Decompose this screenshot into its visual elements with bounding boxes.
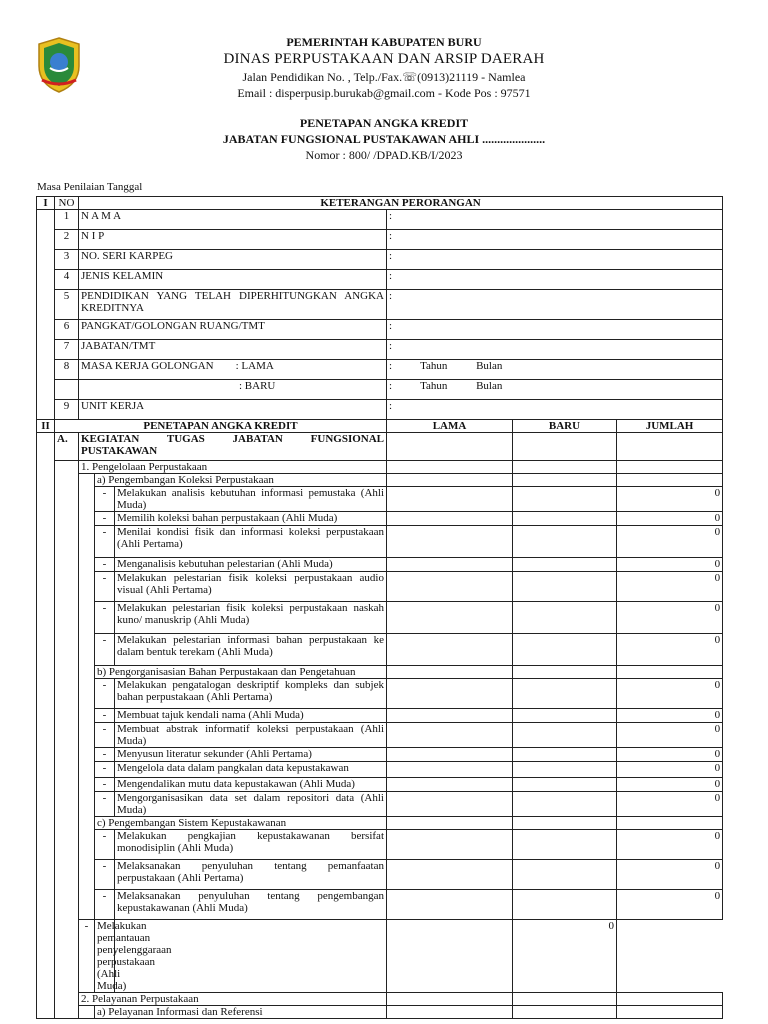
info-row: 2 N I P : <box>37 230 723 250</box>
subgroup-row: c) Pengembangan Sistem Kepustakawanan <box>37 817 723 830</box>
group-row: 2. Pelayanan Perpustakaan <box>37 993 723 1006</box>
group-row: 1. Pengelolaan Perpustakaan <box>37 461 723 474</box>
activity-row: - Melakukan pelestarian informasi bahan perpustakaan ke dalam bentuk terekam (Ahli Muda) 0 <box>37 634 723 666</box>
kegiatan-row: A. KEGIATAN TUGAS JABATAN FUNGSIONAL PUSTAKAWAN <box>37 433 723 461</box>
section-1-header <box>37 197 723 210</box>
activity-row: - Menilai kondisi fisik dan informasi koleksi perpustakaan (Ahli Pertama) 0 <box>37 526 723 558</box>
activity-row: - Melakukan pengatalogan deskriptif kompleks dan subjek bahan perpustakaan (Ahli Pertama) 0 <box>37 679 723 709</box>
activity-row: - Melakukan pelestarian fisik koleksi perpustakaan audio visual (Ahli Pertama) 0 <box>37 572 723 602</box>
activity-row: - Membuat abstrak informatif koleksi perpustakaan (Ahli Muda) 0 <box>37 723 723 748</box>
masa-penilaian-label: Masa Penilaian Tanggal <box>37 181 143 193</box>
section-2-num: II <box>37 420 55 433</box>
activity-row: - Mengorganisasikan data set dalam repositori data (Ahli Muda) 0 <box>37 792 723 817</box>
section-1-num: I <box>37 197 55 210</box>
col-baru: BARU <box>513 420 617 433</box>
activity-row: - Membuat tajuk kendali nama (Ahli Muda) 0 <box>37 709 723 723</box>
agency-email: Email : disperpusip.burukab@gmail.com - Kode Pos : 97571 <box>237 86 531 100</box>
col-jumlah: JUMLAH <box>617 420 723 433</box>
activity-row: - Memilih koleksi bahan perpustakaan (Ahli Muda) 0 <box>37 512 723 526</box>
credit-table <box>36 196 723 1019</box>
info-row: 1 N A M A : <box>37 210 723 230</box>
no-header: NO <box>55 197 79 210</box>
activity-row: - Melakukan pelestarian fisik koleksi perpustakaan naskah kuno/ manuskrip (Ahli Muda) 0 <box>37 602 723 634</box>
section-2-heading: PENETAPAN ANGKA KREDIT <box>55 420 387 433</box>
letterhead <box>0 34 768 101</box>
info-row: 9 UNIT KERJA : <box>37 400 723 420</box>
document-title <box>0 115 768 163</box>
title-line-2: JABATAN FUNGSIONAL PUSTAKAWAN AHLI ..................... <box>222 132 546 146</box>
info-row: 7 JABATAN/TMT : <box>37 340 723 360</box>
activity-row: - Mengendalikan mutu data kepustakawan (Ahli Muda) 0 <box>37 778 723 792</box>
activity-row: - Mengelola data dalam pangkalan data kepustakawan 0 <box>37 762 723 778</box>
activity-row: - Menyusun literatur sekunder (Ahli Pertama) 0 <box>37 748 723 762</box>
agency-name: DINAS PERPUSTAKAAN DAN ARSIP DAERAH <box>223 51 545 67</box>
activity-row: - Menganalisis kebutuhan pelestarian (Ahli Muda) 0 <box>37 558 723 572</box>
subgroup-row: a) Pelayanan Informasi dan Referensi <box>37 1006 723 1019</box>
activity-row: - Melaksanakan penyuluhan tentang pemanfaatan perpustakaan (Ahli Pertama) 0 <box>37 860 723 890</box>
title-line-1: PENETAPAN ANGKA KREDIT <box>299 116 469 130</box>
section-2-header <box>37 420 723 433</box>
info-row: 3 NO. SERI KARPEG : <box>37 250 723 270</box>
subgroup-row: b) Pengorganisasian Bahan Perpustakaan dan Pengetahuan <box>37 666 723 679</box>
government-name: PEMERINTAH KABUPATEN BURU <box>286 35 482 49</box>
subgroup-row: a) Pengembangan Koleksi Perpustakaan <box>37 474 723 487</box>
activity-row: - Melakukan pengkajian kepustakawanan bersifat monodisiplin (Ahli Muda) 0 <box>37 830 723 860</box>
document-number: Nomor : 800/ /DPAD.KB/I/2023 <box>305 148 463 162</box>
activity-row: - Melaksanakan penyuluhan tentang pengembangan kepustakawanan (Ahli Muda) 0 <box>37 890 723 920</box>
section-1-heading: KETERANGAN PERORANGAN <box>79 197 723 210</box>
agency-address: Jalan Pendidikan No. , Telp./Fax.☏(0913)21119 - Namlea <box>242 70 526 84</box>
col-lama: LAMA <box>387 420 513 433</box>
info-row: 6 PANGKAT/GOLONGAN RUANG/TMT : <box>37 320 723 340</box>
info-row-masa-kerja-lama: 8 MASA KERJA GOLONGAN : LAMA : Tahun Bulan <box>37 360 723 380</box>
info-row: 4 JENIS KELAMIN : <box>37 270 723 290</box>
info-row: 5 PENDIDIKAN YANG TELAH DIPERHITUNGKAN ANGKA KREDITNYA : <box>37 290 723 320</box>
info-row-masa-kerja-baru: : BARU : Tahun Bulan <box>37 380 723 400</box>
activity-row: - Melakukan analisis kebutuhan informasi pemustaka (Ahli Muda) 0 <box>37 487 723 512</box>
activity-row: - Melakukan pemantauan penyelenggaraan perpustakaan (Ahli Muda) 0 <box>37 920 723 993</box>
